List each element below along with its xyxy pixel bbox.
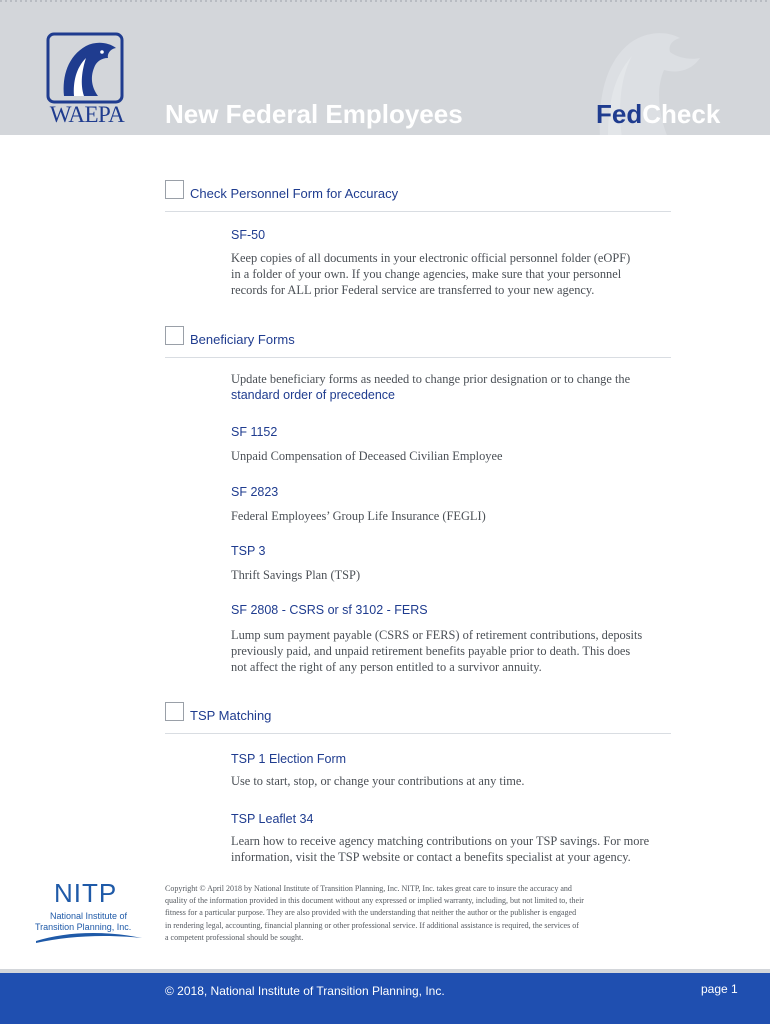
text-line: Keep copies of all documents in your electronic official personnel folder (eOPF) [231,251,631,265]
form-title-tsp3: TSP 3 [231,544,266,558]
form-title-sf1152: SF 1152 [231,425,278,439]
nitp-logo-line1: National Institute of [50,911,128,921]
form-title-sf50: SF-50 [231,228,266,242]
form-description [231,833,673,865]
section-title: Beneficiary Forms [190,332,295,347]
text-line: quality of the information provided in this document without any expressed or implied warranty, including, but not limited to, their [165,896,584,906]
text-line: previously paid, and unpaid retirement benefits payable prior to death. This does [231,644,631,658]
section-header [165,183,671,212]
section-personnel-form [165,183,671,212]
form-description [231,567,673,583]
section-tsp-matching [165,705,671,734]
text-line: information, visit the TSP website or contact a benefits specialist at your agency. [231,850,631,864]
waepa-eagle-logo-icon [46,32,124,104]
text-line: Use to start, stop, or change your contributions at any time. [231,774,525,788]
section-checkbox[interactable] [165,180,184,199]
form-title-tsp-leaflet-34: TSP Leaflet 34 [231,812,314,826]
section-title: Check Personnel Form for Accuracy [190,186,399,201]
section-checkbox[interactable] [165,702,184,721]
text-line: Copyright © April 2018 by National Institute of Transition Planning, Inc. NITP, Inc. takes great care to insure the accuracy and [165,884,572,893]
form-title-sf2808-sf3102: SF 2808 - CSRS or sf 3102 - FERS [231,603,428,617]
text-line: fitness for a particular purpose. They are also provided with the understanding that neither the author or the publisher is engaged [165,908,577,918]
header-band [0,0,770,135]
form-description [231,773,673,789]
text-line: in rendering legal, accounting, financial planning or other professional service. If additional assistance is required, the services of [165,920,579,930]
section-beneficiary-forms [165,329,671,358]
page-title: New Federal Employees [165,99,463,129]
text-line: a competent professional should be sought. [165,932,304,942]
section-title: TSP Matching [190,708,272,723]
brand-check: Check [642,99,721,129]
form-description [231,250,673,298]
text-line: Lump sum payment payable (CSRS or FERS) of retirement contributions, deposits [231,628,643,642]
order-of-precedence-link[interactable]: standard order of precedence [231,388,395,402]
copyright-disclaimer [165,883,673,944]
text-line: Federal Employees’ Group Life Insurance (FEGLI) [231,509,486,523]
section-header [165,329,671,358]
text-line: in a folder of your own. If you change agencies, make sure that your personnel [231,267,622,281]
text-line: not affect the right of any person entitled to a survivor annuity. [231,660,542,674]
form-description [231,627,673,675]
text-line: records for ALL prior Federal service are transferred to your new agency. [231,283,595,297]
footer-bar [0,973,770,1024]
form-description [231,508,673,524]
brand-fed: Fed [596,99,643,129]
nitp-swoosh-icon [34,930,144,944]
header-dotted-border [0,0,770,2]
form-title-tsp1: TSP 1 Election Form [231,752,347,766]
beneficiary-intro [231,371,673,403]
section-checkbox[interactable] [165,326,184,345]
page-number: page 1 [701,982,738,996]
footer-copyright: © 2018, National Institute of Transition Planning, Inc. [165,984,445,998]
nitp-logo-text: NITP [54,878,118,908]
form-title-sf2823: SF 2823 [231,485,279,499]
text-line: Thrift Savings Plan (TSP) [231,568,361,582]
text-line: Unpaid Compensation of Deceased Civilian Employee [231,449,503,463]
form-description [231,448,673,464]
waepa-logo-text: WAEPA [49,102,125,127]
text-line: Learn how to receive agency matching contributions on your TSP savings. For more [231,834,650,848]
section-header [165,705,671,734]
fedcheck-brand [596,99,720,130]
text-line: Update beneficiary forms as needed to change prior designation or to change the [231,372,631,386]
nitp-logo-line2: Transition Planning, Inc. [35,922,132,932]
